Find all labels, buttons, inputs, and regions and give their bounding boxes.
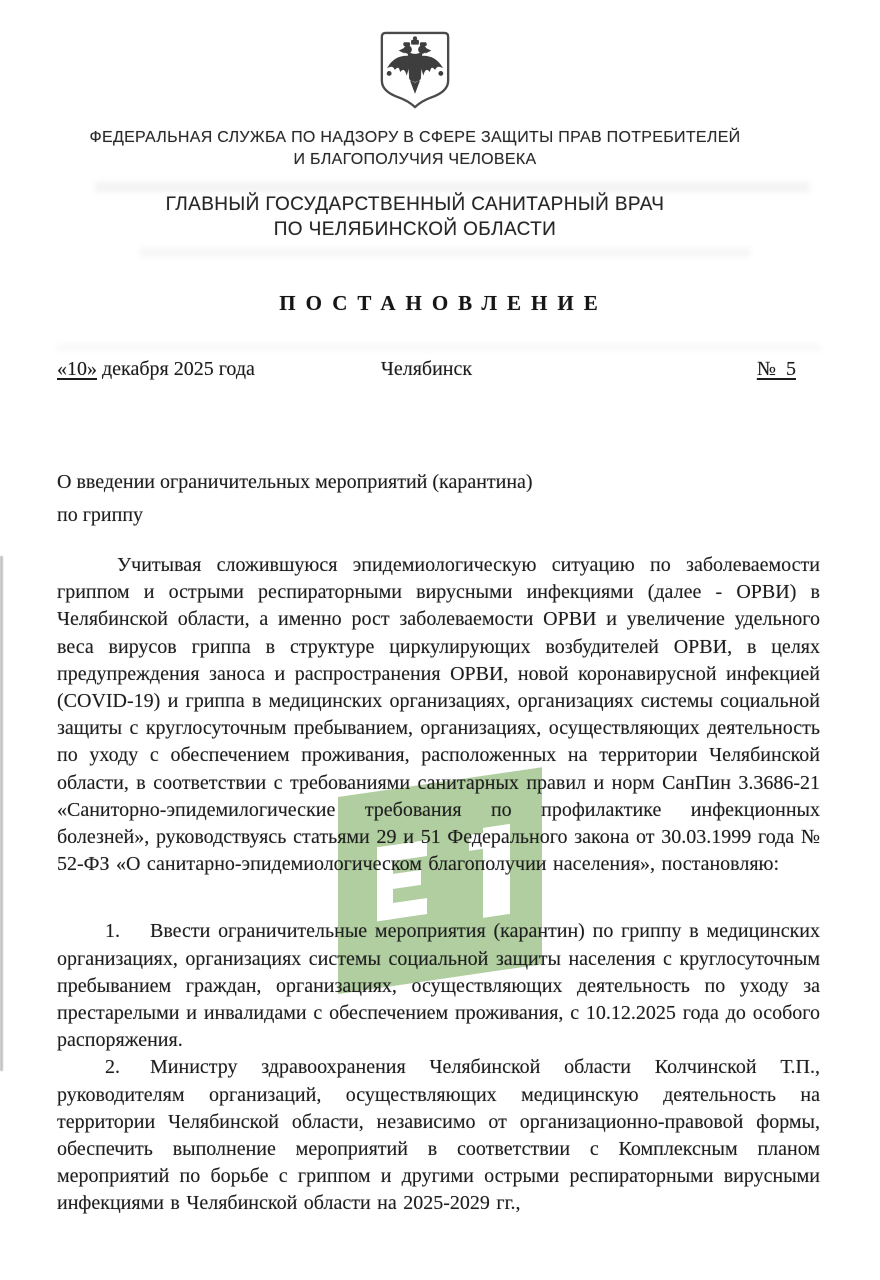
coat-of-arms-icon	[376, 30, 454, 112]
date-rest: декабря 2025 года	[97, 358, 255, 380]
authority-line-2: ПО ЧЕЛЯБИНСКОЙ ОБЛАСТИ	[273, 219, 557, 240]
date-row	[57, 358, 820, 381]
subject-line-2: по гриппу	[57, 504, 144, 526]
document-number	[550, 358, 820, 381]
item-2-text: Министру здравоохранения Челябинской области Колчинской Т.П., руководителям организаций, осуществляющих медицинскую деятельность на территории Челябинской области, независимо от организационно-правовой формы, обеспечить выполнение мероприятий в соответствии с Комплексным планом мероприятий по борьбе с гриппом и другими острыми респираторными вирусными инфекциями в Челябинской области на 2025-2029 гг.,	[57, 1056, 820, 1215]
paragraph-item-1	[57, 918, 820, 1054]
paragraph-item-2	[57, 1054, 820, 1217]
agency-line-1: ФЕДЕРАЛЬНАЯ СЛУЖБА ПО НАДЗОРУ В СФЕРЕ ЗАЩИТЫ ПРАВ ПОТРЕБИТЕЛЕЙ	[89, 129, 741, 146]
item-2-number: 2.	[105, 1056, 120, 1079]
item-1-number: 1.	[105, 920, 120, 943]
date-field	[57, 358, 303, 381]
letterhead-authority	[0, 192, 830, 242]
authority-line-1: ГЛАВНЫЙ ГОСУДАРСТВЕННЫЙ САНИТАРНЫЙ ВРАЧ	[165, 194, 665, 215]
body-text	[57, 552, 820, 1218]
preamble-paragraph: Учитывая сложившуюся эпидемиологическую ситуацию по заболеваемости гриппом и острыми респираторными вирусными инфекциями (далее - ОРВИ) в Челябинской области, а именно рост заболеваемости ОРВИ и увеличение удельного веса вирусов гриппа в структуре циркулирующих возбудителей ОРВИ, в целях предупреждения заноса и распространения ОРВИ, новой коронавирусной инфекцией (COVID-19) и гриппа в медицинских организациях, организациях системы социальной защиты с круглосуточным пребыванием, организациях, осуществляющих деятельность по уходу с обеспечением проживания, расположенных на территории Челябинской области, в соответствии с требованиями санитарных правил и норм СанПин 3.3686-21 «Саниторно-эпидемилогические требования по профилактике инфекционных болезней», руководствуясь статьями 29 и 51 Федерального закона от 30.03.1999 года № 52-ФЗ «О санитарно-эпидемиологическом благополучии населения», постановляю:	[57, 554, 820, 876]
date-day: «10»	[57, 358, 97, 380]
item-1-text: Ввести ограничительные мероприятия (карантин) по гриппу в медицинских организациях, организациях системы социальной защиты населения с круглосуточным пребыванием граждан, организациях, осуществляющих деятельность по уходу за престарелыми и инвалидами с обеспечением проживания, с 10.12.2025 года до особого распоряжения.	[57, 920, 820, 1052]
subject-line-1: О введении ограничительных мероприятий (карантина)	[57, 471, 533, 493]
document-number-value: № 5	[756, 358, 796, 380]
subject-block	[57, 466, 737, 532]
agency-line-2: И БЛАГОПОЛУЧИЯ ЧЕЛОВЕКА	[293, 151, 537, 168]
letterhead-agency	[0, 127, 830, 171]
city-label: Челябинск	[380, 358, 473, 380]
document-title: ПОСТАНОВЛЕНИЕ	[279, 291, 608, 315]
